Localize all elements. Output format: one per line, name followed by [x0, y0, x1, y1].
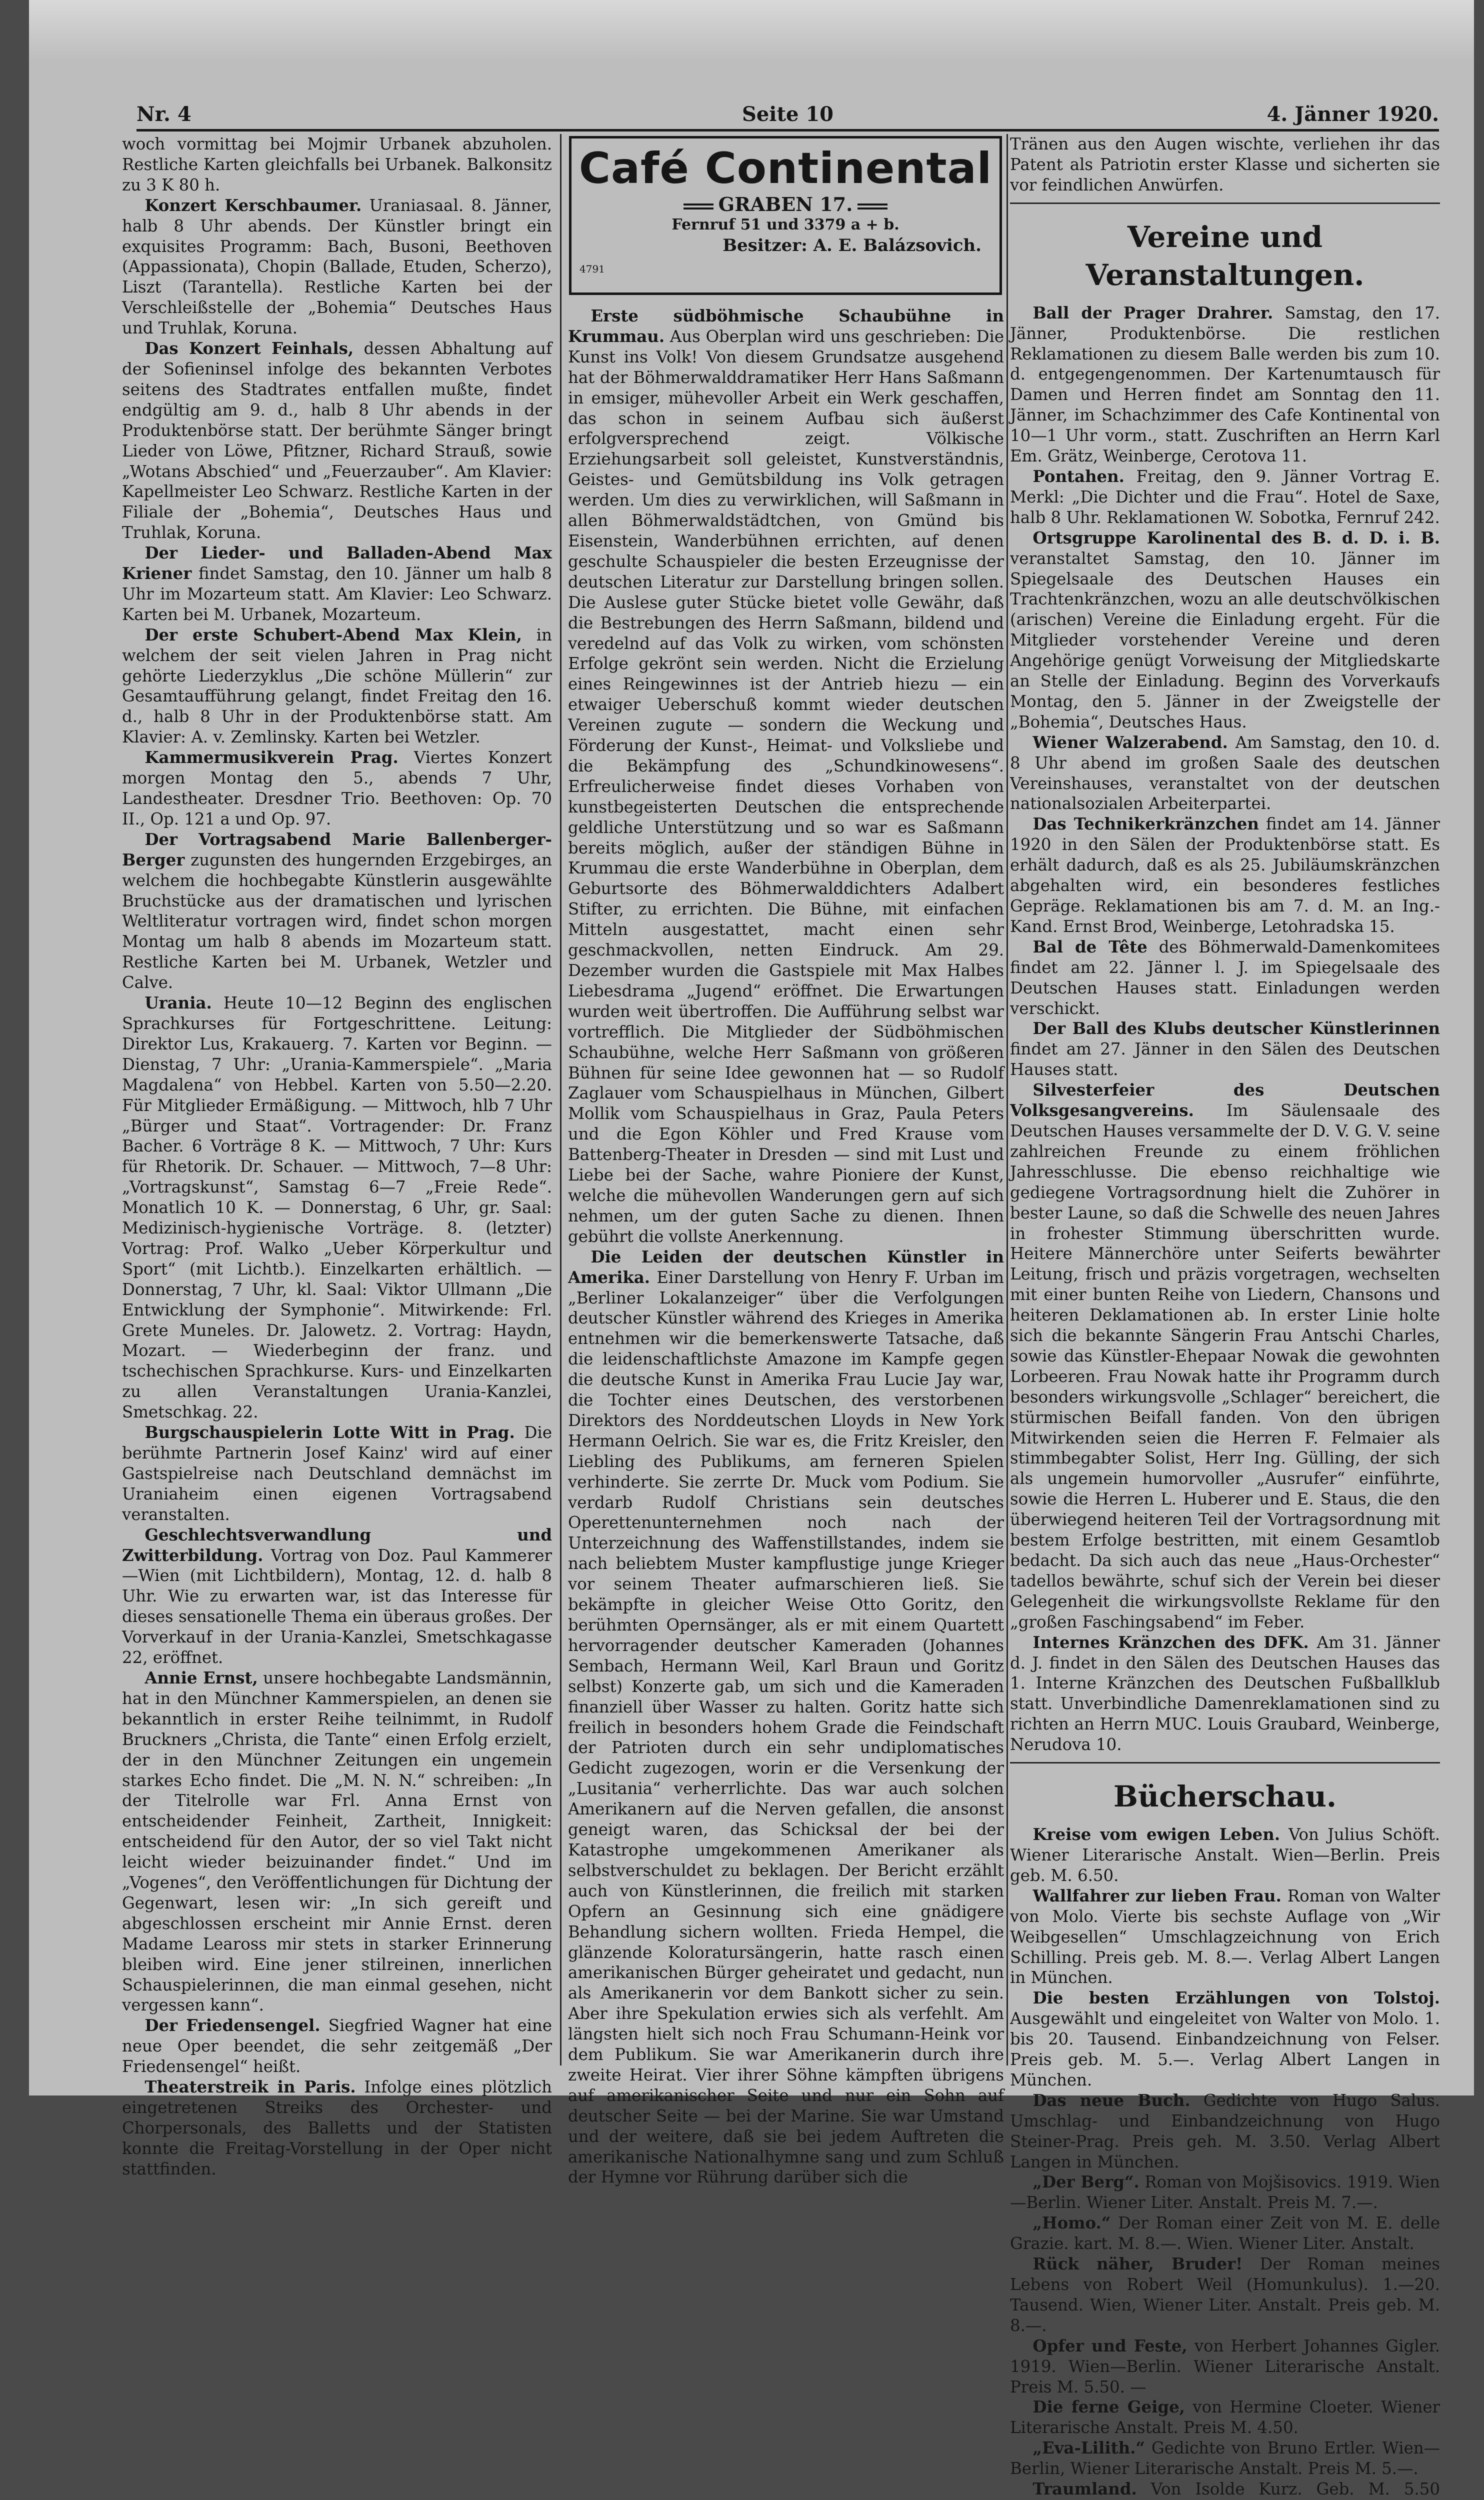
article-text: Heute 10—12 Beginn des englischen Sprachkurses für Fortgeschrittene. Leitung: Direktor Lus, Krakauerg. 7. Karten vor Beginn. — Dienstag, 7 Uhr: „Urania-Kammerspiele“. „Maria Magdalena“ von Hebbel. Karten von 5.50—2.20. Für Mitglieder Ermäßigung. — Mittwoch, hlb 7 Uhr „Bürger und Staat“. Vortragender: Dr. Franz Bacher. 6 Vorträge 8 K. — Mittwoch, 7 Uhr: Kurs für Rhetorik. Dr. Schauer. — Mittwoch, 7—8 Uhr: „Vortragskunst“, Samstag 6—7 „Freie Rede“. Monatlich 10 K. — Donnerstag, 6 Uhr, gr. Saal: Medizinisch-hygienische Vorträge. 8. (letzter) Vortrag: Prof. Walko „Ueber Körperkultur und Sport“ (mit Lichtb.). Einzelkarten erhältlich. — Donnerstag, 7 Uhr, kl. Saal: Viktor Ullmann „Die Entwicklung der Symphonie“. Mitwirkende: Frl. Grete Muneles. Dr. Jalowetz. 2. Vortrag: Haydn, Mozart. — Wiederbeginn der franz. und tschechischen Sprachkurse. Kurs- und Einzelkarten zu allen Veranstaltungen Urania-Kanzlei, Smetschkag. 22.	[122, 994, 552, 1422]
event-notice-text: findet am 27. Jänner in den Sälen des Deutschen Hauses statt.	[1010, 1040, 1440, 1080]
newspaper-page	[29, 0, 1474, 2499]
article	[122, 993, 552, 1422]
event-notice	[1010, 466, 1440, 528]
article-heading: Urania.	[144, 994, 212, 1013]
event-notice-text: Samstag, den 17. Jänner, Produktenbörse. Die restlichen Reklamationen zu diesem Balle werden bis zum 10. d. entgegengenommen. Der Kartenumtausch für Damen und Herren findet am Sonntag den 11. Jänner, im Schachzimmer des Cafe Kontinental von 10—1 Uhr vorm., statt. Zuschriften an Herrn Karl Em. Grätz, Weinberge, Cerotova 11.	[1010, 303, 1440, 466]
rule-icon	[684, 204, 714, 210]
book-entry-text: Gedichte von Hugo Salus. Umschlag- und Einbandzeichnung von Hugo Steiner-Prag. Preis geh. M. 3.50. Verlag Albert Langen in München.	[1010, 2090, 1440, 2172]
ad-owner: Besitzer: A. E. Balázsovich.	[722, 236, 982, 256]
column-divider	[1006, 134, 1008, 2066]
book-entry-heading: „Der Berg“.	[1032, 2172, 1140, 2192]
article-text: zugunsten des hungernden Erzgebirges, an welchem die hochbegabte Künstlerin ausgewählte Bruchstücke aus der dramatischen und lyrischen Weltliteratur vortragen wird, findet schon morgen Montag um halb 8 abends im Mozarteum statt. Restliche Karten bei M. Urbanek, Wetzler und Calve.	[122, 850, 552, 992]
book-entry	[1010, 1824, 1440, 1886]
event-notice-text: Am 31. Jänner d. J. findet in den Sälen des Deutschen Hauses das 1. Interne Kränzchen des Deutschen Fußballklub statt. Unverbindliche Damenreklamationen sind zu richten an Herrn MUC. Louis Graubard, Weinberge, Nerudova 10.	[1010, 1632, 1440, 1754]
book-entry-heading: „Eva-Lilith.“	[1032, 2438, 1146, 2458]
book-entry-text: Roman von Walter von Molo. Vierte bis sechste Auflage von „Wir Weibgesellen“ Umschlagzeichnung von Erich Schilling. Preis geb. M. 8.—. Verlag Albert Langen in München.	[1010, 1886, 1440, 1988]
article-heading: Der Lieder- und Balladen-Abend Max Kriener	[122, 544, 552, 584]
event-notice-heading: Internes Kränzchen des DFK.	[1032, 1632, 1309, 1652]
article-heading: Burgschauspielerin Lotte Witt in Prag.	[144, 1423, 515, 1442]
book-entry-text: Gedichte von Bruno Ertler. Wien—Berlin, Wiener Literarische Anstalt. Preis M. 5.—.	[1010, 2438, 1440, 2478]
article-text: Infolge eines plötzlich eingetretenen Streiks des Orchester- und Chorpersonals, des Balletts und der Statisten konnte die Freitag-Vorstellung in der Oper nicht stattfinden.	[122, 2078, 552, 2178]
event-notice-heading: Das Technikerkränzchen	[1032, 814, 1259, 834]
article	[122, 748, 552, 830]
event-notice-heading: Pontahen.	[1032, 466, 1124, 486]
article	[122, 2016, 552, 2077]
article	[122, 338, 552, 543]
article-heading: Geschlechtsverwandlung und Zwitterbildung.	[122, 1525, 552, 1565]
book-entry-heading: Kreise vom ewigen Leben.	[1032, 1825, 1280, 1844]
event-notice	[1010, 1632, 1440, 1755]
book-entry-heading: Das neue Buch.	[1032, 2090, 1190, 2110]
article	[122, 2077, 552, 2180]
ad-address: GRABEN 17.	[572, 194, 1000, 216]
article-heading: Der Vortragsabend Marie Ballenberger-Berger	[122, 830, 552, 870]
book-entry-text: Roman von Mojšisovics. 1919. Wien—Berlin. Wiener Liter. Anstalt. Preis M. 7.—.	[1010, 2172, 1440, 2212]
article-text: Uraniasaal. 8. Jänner, halb 8 Uhr abends. Der Künstler bringt ein exquisites Programm: Bach, Busoni, Beethoven (Appassionata), Chopin (Ballade, Etuden, Scherzo), Liszt (Tarantella). Restliche Karten bei der Verschleißstelle der „Bohemia“ Deutsches Haus und Truhlak, Koruna.	[122, 196, 552, 338]
ad-phone: Fernruf 51 und 3379 a + b.	[672, 216, 900, 234]
article-heading: Der Friedensengel.	[144, 2016, 320, 2036]
column-divider	[560, 134, 562, 2066]
article-text: in welchem der seit vielen Jahren in Prag nicht gehörte Liederzyklus „Die schöne Müllerin“ zur Gesamtaufführung gelangt, findet Freitag den 16. d., halb 8 Uhr in der Produktenbörse statt. Am Klavier: A. v. Zemlinsky. Karten bei Wetzler.	[122, 625, 552, 747]
article	[122, 1525, 552, 1668]
header-rule	[136, 129, 1439, 132]
event-notice-heading: Wiener Walzerabend.	[1032, 732, 1228, 752]
book-entry-heading: Rück näher, Bruder!	[1032, 2254, 1243, 2274]
book-entry	[1010, 2172, 1440, 2213]
book-entry-text: von Hermine Cloeter. Wiener Literarische Anstalt. Preis M. 4.50.	[1010, 2398, 1440, 2438]
ad-code: 4791	[580, 263, 605, 276]
page-header	[136, 102, 1439, 138]
book-entry	[1010, 2438, 1440, 2479]
book-entry	[1010, 2254, 1440, 2336]
event-notice	[1010, 732, 1440, 814]
book-entry-text: von Herbert Johannes Gigler. 1919. Wien—Berlin. Wiener Literarische Anstalt. Preis M. 5.50. —	[1010, 2336, 1440, 2396]
event-notice-text: Am Samstag, den 10. d. 8 Uhr abend im großen Saale des deutschen Vereinshauses, veranstaltet von der deutschen nationalsozialen Arbeiterpartei.	[1010, 732, 1440, 814]
event-notice	[1010, 814, 1440, 936]
article-text: unsere hochbegabte Landsmännin, hat in den Münchner Kammerspielen, an denen sie bekanntlich in erster Reihe teilnimmt, in Rudolf Bruckners „Christa, die Tante“ einen Erfolg erzielt, der in den Münchner Zeitungen ein ungemein starkes Echo findet. Die „M. N. N.“ schreiben: „In der Titelrolle war Frl. Anna Ernst von entscheidender Feinheit, Zartheit, Innigkeit: entscheidend für den Autor, der so viel Takt nicht leicht wieder beizuinander findet.“ Und im „Vogenes“, den Veröffentlichungen für Dichtung der Gegenwart, lesen wir: „In sich gereift und abgeschlossen erscheint mir Annie Ernst. deren Madame Leaross mir stets in starker Erinnerung bleiben wird. Eine jener stilreinen, innerlichen Schauspielerinnen, die man einmal gesehen, nicht vergessen kann“.	[122, 1668, 552, 2015]
event-notice-heading: Silvesterfeier des Deutschen Volksgesangvereins.	[1010, 1080, 1440, 1120]
article-heading: Annie Ernst,	[144, 1668, 258, 1688]
event-notice	[1010, 1018, 1440, 1080]
article-heading: Konzert Kerschbaumer.	[144, 196, 362, 215]
cafe-continental-ad	[569, 136, 1002, 295]
book-entry	[1010, 2213, 1440, 2254]
page-number: Seite 10	[742, 102, 834, 126]
article	[568, 1247, 1004, 2188]
rule-icon	[858, 204, 888, 210]
book-entry	[1010, 2479, 1440, 2500]
column-left	[122, 134, 552, 2178]
article	[122, 1668, 552, 2016]
event-notice	[1010, 1080, 1440, 1632]
book-entry	[1010, 2336, 1440, 2398]
issue-number: Nr. 4	[136, 102, 192, 126]
book-entry-text: Von Isolde Kurz. Geb. M. 5.50	[1150, 2480, 1440, 2499]
book-entry	[1010, 1886, 1440, 1988]
book-entry-text: Der Roman einer Zeit von M. E. delle Grazie. kart. M. 8.—. Wien. Wiener Liter. Anstalt.	[1010, 2214, 1440, 2254]
event-notice-heading: Der Ball des Klubs deutscher Künstlerinnen	[1032, 1019, 1440, 1038]
book-entry	[1010, 2090, 1440, 2172]
section-title-vereine: Vereine und Veranstaltungen.	[1086, 220, 1364, 292]
article	[568, 306, 1004, 1247]
event-notice-heading: Ortsgruppe Karolinental des B. d. D. i. B.	[1032, 528, 1440, 548]
book-entry-text: Der Roman meines Lebens von Robert Weil (Homunkulus). 1.—20. Tausend. Wien, Wiener Liter. Anstalt. Preis geb. M. 8.—.	[1010, 2254, 1440, 2335]
article-heading: Die Leiden der deutschen Künstler in Amerika.	[568, 1247, 1004, 1287]
book-entry	[1010, 1988, 1440, 2090]
issue-date: 4. Jänner 1920.	[1266, 102, 1439, 126]
event-notice-text: Freitag, den 9. Jänner Vortrag E. Merkl: „Die Dichter und die Frau“. Hotel de Saxe, halb 8 Uhr. Reklamationen W. Sobotka, Fernruf 242.	[1010, 466, 1440, 527]
event-notice	[1010, 937, 1440, 1019]
book-entry-text: Ausgewählt und eingeleitet von Walter von Molo. 1. bis 20. Tausend. Einbandzeichnung von Felser. Preis geb. M. 5.—. Verlag Albert Langen in München.	[1010, 2009, 1440, 2090]
event-notice-text: des Böhmerwald-Damenkomitees findet am 22. Jänner l. J. im Spiegelsaale des Deutschen Hauses statt. Einladungen werden verschickt.	[1010, 937, 1440, 1018]
page-top-margin	[29, 0, 1474, 60]
book-entry-heading: Wallfahrer zur lieben Frau.	[1032, 1886, 1282, 1906]
article	[122, 543, 552, 625]
article-heading: Theaterstreik in Paris.	[144, 2078, 356, 2097]
article-text: Die berühmte Partnerin Josef Kainz' wird auf einer Gastspielreise nach Deutschland demnächst im Uraniaheim einen eigenen Vortragsabend veranstalten.	[122, 1423, 552, 1524]
article	[122, 196, 552, 338]
book-list	[1010, 1824, 1440, 2500]
event-notice-heading: Ball der Prager Drahrer.	[1032, 303, 1274, 322]
column-middle	[568, 134, 1004, 2187]
article	[122, 625, 552, 748]
book-entry-heading: Die ferne Geige,	[1032, 2398, 1185, 2417]
book-entry-text: Von Julius Schöft. Wiener Literarische Anstalt. Wien—Berlin. Preis geb. M. 6.50.	[1010, 1825, 1440, 1885]
column-right	[1010, 134, 1440, 2499]
ad-name: Café Continental	[578, 144, 992, 194]
article-heading: Erste südböhmische Schaubühne in Krummau.	[568, 306, 1004, 346]
article	[122, 134, 552, 196]
article	[122, 1422, 552, 1525]
article-heading: Das Konzert Feinhals,	[144, 339, 354, 358]
column-middle-articles	[568, 306, 1004, 2188]
article-text: woch vormittag bei Mojmir Urbanek abzuholen. Restliche Karten gleichfalls bei Urbanek. Balkonsitz zu 3 K 80 h.	[122, 134, 552, 194]
article-text: Siegfried Wagner hat eine neue Oper beendet, die sehr zeitgemäß „Der Friedensengel“ heißt.	[122, 2016, 552, 2076]
event-notice-text: Im Säulensaale des Deutschen Hauses versammelte der D. V. G. V. seine zahlreichen Freunde zu einem fröhlichen Jahresschlusse. Die ebenso reichhaltige wie gediegene Vortragsordnung hielt die Zuhörer in bester Laune, so daß die Schwelle des neuen Jahres in frohester Stimmung überschritten wurde. Heitere Männerchöre unter Seiferts bewährter Leitung, frisch und präzis vorgetragen, wechselten mit einer bunten Reihe von Liedern, Chansons und heiteren Deklamationen ab. In erster Linie holte sich die bekannte Sängerin Frau Antschi Charles, sowie das Künstler-Ehepaar Nowak die gewohnten Lorbeeren. Frau Nowak hatte ihr Programm durch besonders wirkungsvolle „Schlager“ bereichert, die stürmischen Beifall fanden. Von den übrigen Mitwirkenden seien die Herren F. Felmaier als stimmbegabter Solist, Herr Ing. Gülling, der sich als ungemein humorvoller „Ausrufer“ einführte, sowie die Herren L. Huberer und E. Staus, die den überwiegend heiteren Teil der Vortragsordnung mit bestem Erfolge bestritten, mit einem Gesamtlob bedacht. Da sich auch das neue „Haus-Orchester“ tadellos bewährte, schuf sich der Verein bei dieser Gelegenheit die wirkungsvollste Reklame für den „großen Faschingsabend“ im Feber.	[1010, 1101, 1440, 1632]
book-entry	[1010, 2397, 1440, 2438]
article-text: Einer Darstellung von Henry F. Urban im „Berliner Lokalanzeiger“ über die Verfolgungen deutscher Künstler während des Krieges in Amerika entnehmen wir die bemerkenswerte Tatsache, daß die leidenschaftlichste Amazone im Kampfe gegen die deutsche Kunst in Amerika Frau Lucie Jay war, die Tochter eines Deutschen, des verstorbenen Direktors des Norddeutschen Lloyds in New York Hermann Oelrich. Sie war es, die Fritz Kreisler, den Liebling des Publikums, am ferneren Spielen verhinderte. Sie zerrte Dr. Muck vom Podium. Sie verdarb Rudolf Christians sein deutsches Operettenunternehmen noch nach der Unterzeichnung des Waffenstillstandes, indem sie nach beliebtem Muster kampflustige junge Krieger vor seinem Theater aufmarschieren ließ. Sie bekämpfte in gleicher Weise Otto Goritz, den berühmten Opernsänger, als er mit einem Quartett hervorragender deutscher Kameraden (Johannes Sembach, Hermann Weil, Karl Braun und Goritz selbst) Konzerte gab, um sich und die Kameraden finanziell über Wasser zu halten. Goritz hatte sich freilich in besonders hohem Grade die Feindschaft der Patrioten durch ein sehr undiplomatisches Gedicht zugezogen, worin er die Versenkung der „Lusitania“ verherrlichte. Das war auch solchen Amerikanern auf die Nerven gefallen, die ansonst geneigt waren, das Schicksal der bei der Katastrophe umgekommenen Amerikaner als selbstverschuldet zu beklagen. Der Bericht erzählt auch von Künstlerinnen, die freilich mit starken Opfern an Gesinnung sich eine gnädigere Behandlung sichern wollten. Frieda Hempel, die glänzende Koloratursängerin, hatte rasch einen amerikanischen Bürger geheiratet und gedacht, nun als Amerikanerin vor dem Bankott sicher zu sein. Aber ihre Spekulation erwies sich als verfehlt. Am längsten hielt sich noch Frau Schumann-Heink vor dem Publikum. Sie war Amerikanerin durch ihre zweite Heirat. Vier ihrer Söhne kämpften übrigens auf amerikanischer Seite und nur ein Sohn auf deutscher Seite — bei der Marine. Sie war Umstand und der weitere, daß sie bei jedem Auftreten die amerikanische Nationalhymne sang und zum Schluß der Hymne vor Rührung darüber sich die	[568, 1268, 1004, 2187]
section-rule	[1010, 1762, 1440, 1764]
article-text: findet Samstag, den 10. Jänner um halb 8 Uhr im Mozarteum statt. Am Klavier: Leo Schwarz. Karten bei M. Urbanek, Mozarteum.	[122, 564, 552, 624]
event-notice-heading: Bal de Tête	[1032, 937, 1148, 956]
book-entry-heading: Opfer und Feste,	[1032, 2336, 1188, 2356]
article-text: dessen Abhaltung auf der Sofieninsel infolge des bekannten Verbotes seitens des Stadtrates entfallen mußte, findet endgültig am 9. d., halb 8 Uhr abends in der Produktenbörse statt. Der berühmte Sänger bringt Lieder von Löwe, Pfitzner, Richard Strauß, sowie „Wotans Abschied“ und „Feuerzauber“. Am Klavier: Kapellmeister Leo Schwarz. Restliche Karten in der Filiale der „Bohemia“, Deutsches Haus und Truhlak, Koruna.	[122, 339, 552, 542]
book-entry-heading: Die besten Erzählungen von Tolstoj.	[1032, 1988, 1440, 2008]
article-text: Aus Oberplan wird uns geschrieben: Die Kunst ins Volk! Von diesem Grundsatze ausgehend hat der Böhmerwalddramatiker Herr Hans Saßmann in emsiger, mühevoller Arbeit ein Werk geschaffen, das schon in seinem Aufbau sich äußerst erfolgversprechend zeigt. Völkische Erziehungsarbeit soll geleistet, Kunstverständnis, Geistes- und Gemütsbildung ins Volk getragen werden. Um dies zu verwirklichen, will Saßmann in allen Böhmerwaldstädtchen, von Gmünd bis Eisenstein, Wanderbühnen errichten, auf denen geschulte Schauspieler die besten Erzeugnisse der deutschen Literatur zur Darstellung bringen sollen. Die Auslese guter Stücke bietet volle Gewähr, daß die Bestrebungen des Herrn Saßmann, bildend und veredelnd auf das Volk zu wirken, vom schönsten Erfolge gekrönt sein werden. Nicht die Erzielung eines Reingewinnes ist der Antrieb hiezu — ein etwaiger Ueberschuß kommt wieder deutschen Vereinen zugute — sondern die Weckung und Förderung der Kunst-, Heimat- und Volksliebe und die Bekämpfung des „Schundkinowesens“. Erfreulicherweise findet dieses Vorhaben von kunstbegeisterten Deutschen die entsprechende geldliche Unterstützung und so war es Saßmann bereits möglich, außer der ständigen Bühne in Krummau die erste Wanderbühne in Oberplan, dem Geburtsorte des Böhmerwalddichters Adalbert Stifter, zu errichten. Die Bühne, mit einfachen Mitteln ausgestattet, macht einen sehr geschmackvollen, netten Eindruck. Am 29. Dezember wurden die Gastspiele mit Max Halbes Liebesdrama „Jugend“ eröffnet. Die Erwartungen wurden weit übertroffen. Die Aufführung selbst war vortrefflich. Die Mitglieder der Südböhmischen Schaubühne, welche Herr Saßmann von größeren Bühnen für seine Idee gewonnen hat — so Rudolf Zaglauer vom Schauspielhaus in München, Gilbert Mollik vom Schauspielhaus in Graz, Paula Peters und die Egon Köhler und Fred Krause vom Battenberg-Theater in Dresden — sind mit Lust und Liebe bei der Sache, wahre Pioniere der Kunst, welche die mühevollen Wanderungen gern auf sich nehmen, um der guten Sache zu dienen. Ihnen gebührt die vollste Anerkennung.	[568, 326, 1004, 1246]
event-notice-text: veranstaltet Samstag, den 10. Jänner im Spiegelsaale des Deutschen Hauses ein Trachtenkränzchen, wozu an alle deutschvölkischen (arischen) Vereine die Einladung ergeht. Für die Mitglieder vorstehender Vereine und deren Angehörige genügt Vorweisung der Mitgliedskarte an Stelle der Einladung. Beginn des Vorverkaufs Montag, den 5. Jänner in der Zweigstelle der „Bohemia“, Deutsches Haus.	[1010, 548, 1440, 732]
article-heading: Kammermusikverein Prag.	[144, 748, 398, 768]
article-text: Vortrag von Doz. Paul Kammerer—Wien (mit Lichtbildern), Montag, 12. d. halb 8 Uhr. Wie zu erwarten war, ist das Interesse für dieses sensationelle Thema ein überaus großes. Der Vorverkauf in der Urania-Kanzlei, Smetschkagasse 22, eröffnet.	[122, 1546, 552, 1668]
event-notice	[1010, 528, 1440, 732]
section-title-buecherschau: Bücherschau.	[1113, 1780, 1337, 1814]
section-rule	[1010, 202, 1440, 204]
events-list	[1010, 303, 1440, 1755]
book-entry-heading: „Homo.“	[1032, 2214, 1111, 2233]
continued-text: Tränen aus den Augen wischte, verliehen ihr das Patent als Patriotin erster Klasse und sicherten sie vor feindlichen Anwürfen.	[1010, 134, 1440, 194]
article	[122, 830, 552, 993]
article-heading: Der erste Schubert-Abend Max Klein,	[144, 625, 522, 644]
event-notice	[1010, 303, 1440, 466]
event-notice-text: findet am 14. Jänner 1920 in den Sälen der Produktenbörse statt. Es erhält dadurch, daß es als 25. Jubiläumskränzchen abgehalten wird, ein besonderes festliches Gepräge. Reklamationen bis am 7. d. M. an Ing.-Kand. Ernst Brod, Weinberge, Letohradska 15.	[1010, 814, 1440, 936]
article-text: Viertes Konzert morgen Montag den 5., abends 7 Uhr, Landestheater. Dresdner Trio. Beethoven: Op. 70 II., Op. 121 a und Op. 97.	[122, 748, 552, 828]
book-entry-heading: Traumland.	[1032, 2480, 1137, 2499]
